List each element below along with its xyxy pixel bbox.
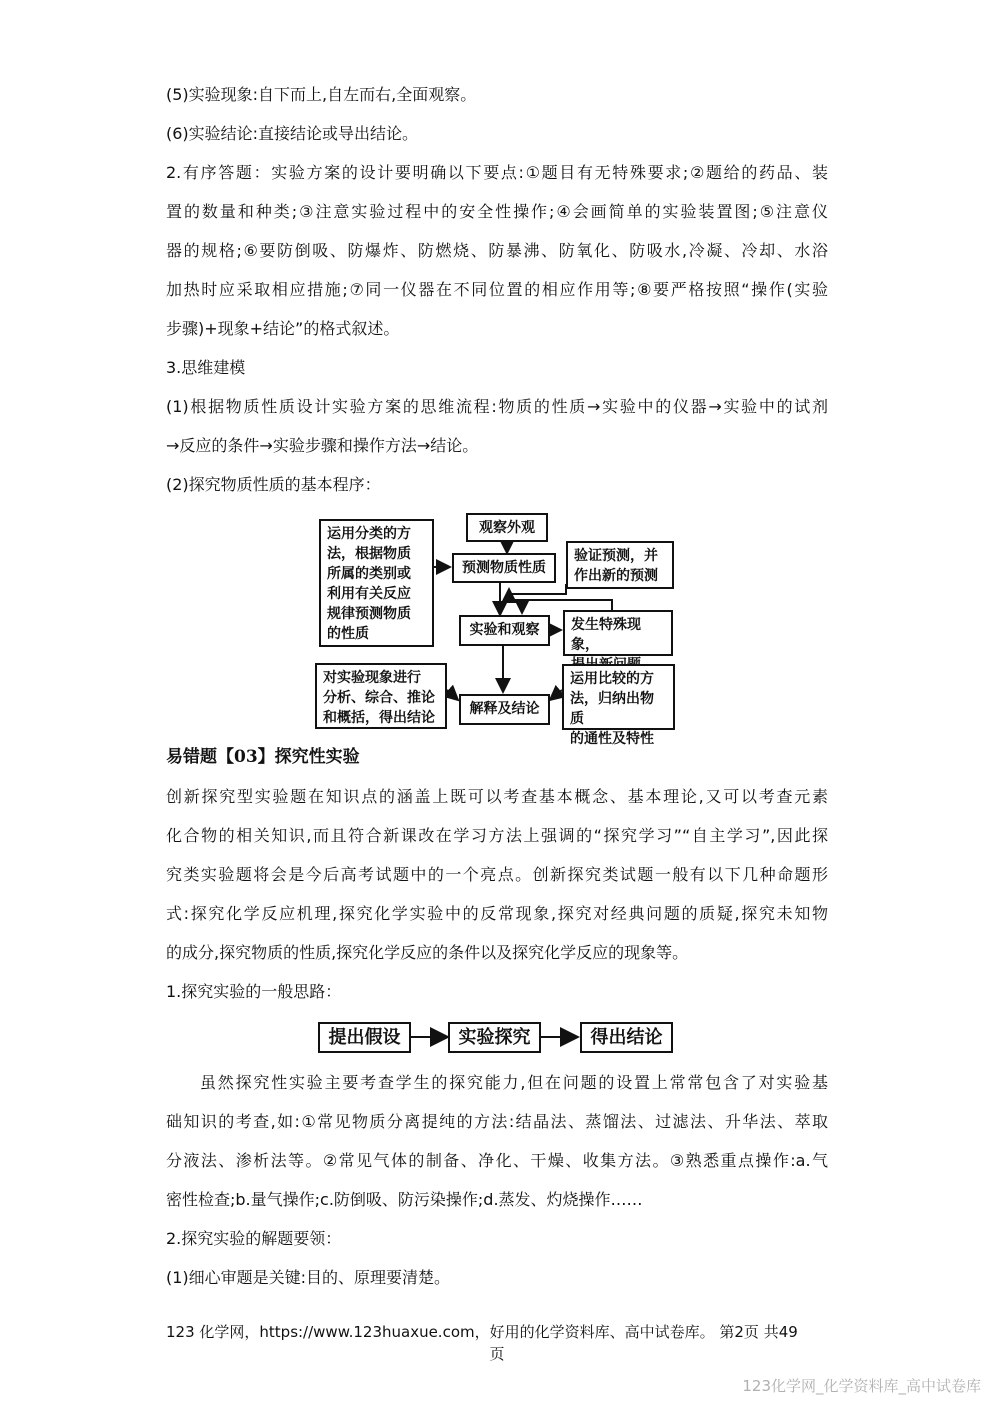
box-experiment-observe: 实验和观察 [459, 615, 550, 646]
text-line: 础知识的考查,如:①常见物质分离提纯的方法:结晶法、蒸馏法、过滤法、升华法、萃取 [166, 1112, 828, 1131]
text-line: (1)根据物质性质设计实验方案的思维流程:物质的性质→实验中的仪器→实验中的试剂 [166, 397, 828, 416]
text-line: 3.思维建模 [166, 358, 246, 377]
text-line: 2.有序答题：实验方案的设计要明确以下要点:①题目有无特殊要求;②题给的药品、装 [166, 163, 828, 182]
box-line: 利用有关反应 [327, 586, 411, 602]
box-line: 对实验现象进行 [323, 670, 421, 686]
flow-step-experiment: 实验探究 [448, 1022, 541, 1053]
text-line: 虽然探究性实验主要考查学生的探究能力,但在问题的设置上常常包含了对实验基 [200, 1073, 828, 1092]
box-line: 分析、综合、推论 [323, 690, 435, 706]
text-line: →反应的条件→实验步骤和操作方法→结论。 [166, 436, 479, 455]
box-line: 法，归纳出物质 [570, 691, 654, 727]
flow-step-hypothesis: 提出假设 [318, 1022, 411, 1053]
text-line: 创新探究型实验题在知识点的涵盖上既可以考查基本概念、基本理论,又可以考查元素 [166, 787, 828, 806]
text-line: 的成分,探究物质的性质,探究化学反应的条件以及探究化学反应的现象等。 [166, 943, 689, 962]
box-line: 的通性及特性 [570, 731, 654, 747]
box-line: 所属的类别或 [327, 566, 411, 582]
text-line: (1)细心审题是关键:目的、原理要清楚。 [166, 1268, 451, 1287]
box-line: 作出新的预测 [574, 568, 658, 584]
text-line: 密性检查;b.量气操作;c.防倒吸、防污染操作;d.蒸发、灼烧操作…… [166, 1190, 643, 1209]
box-line: 规律预测物质 [327, 606, 411, 622]
box-line: 和概括，得出结论 [323, 710, 435, 726]
text-line: 2.探究实验的解题要领： [166, 1229, 342, 1248]
box-observe-appearance: 观察外观 [466, 513, 548, 542]
text-line: (2)探究物质性质的基本程序： [166, 475, 381, 494]
page-footer [166, 1321, 828, 1365]
flow-step-conclusion: 得出结论 [580, 1022, 673, 1053]
text-line: 加热时应采取相应措施;⑦同一仪器在不同位置的相应作用等;⑧要严格按照“操作(实验 [166, 280, 828, 299]
text-line: 分液法、渗析法等。②常见气体的制备、净化、干燥、收集方法。③熟悉重点操作:a.气 [166, 1151, 828, 1170]
box-predict-properties: 预测物质性质 [452, 553, 556, 583]
text-line: 器的规格;⑥要防倒吸、防爆炸、防燃烧、防暴沸、防氧化、防吸水,冷凝、冷却、水浴 [166, 241, 828, 260]
section-heading: 易错题【03】探究性实验 [166, 747, 360, 767]
text-line: 究类实验题将会是今后高考试题中的一个亮点。创新探究类试题一般有以下几种命题形 [166, 865, 828, 884]
watermark: 123化学网_化学资料库_高中试卷库 [742, 1377, 981, 1395]
box-line: 验证预测，并 [574, 548, 658, 564]
text-line: (6)实验结论:直接结论或导出结论。 [166, 124, 419, 143]
text-line: 化合物的相关知识,而且符合新课改在学习方法上强调的“探究学习”“自主学习”,因此探 [166, 826, 828, 845]
text-line: 1.探究实验的一般思路： [166, 982, 342, 1001]
box-line: 的性质 [327, 626, 369, 642]
text-line: 步骤)+现象+结论”的格式叙述。 [166, 319, 400, 338]
box-line: 运用比较的方 [570, 671, 654, 687]
text-line: (5)实验现象:自下而上,自左而右,全面观察。 [166, 85, 477, 104]
box-line: 发生特殊现象， [571, 617, 641, 653]
text-line: 置的数量和种类;③注意实验过程中的安全性操作;④会画简单的实验装置图;⑤注意仪 [166, 202, 828, 221]
text-line: 式:探究化学反应机理,探究化学实验中的反常现象,探究对经典问题的质疑,探究未知物 [166, 904, 828, 923]
box-explain-conclude: 解释及结论 [459, 694, 550, 725]
footer-line: 123 化学网，https://www.123huaxue.com，好用的化学资料库、高中试卷库。 第2页 共49 [166, 1323, 798, 1341]
footer-line: 页 [489, 1345, 505, 1363]
box-line: 法，根据物质 [327, 546, 411, 562]
box-line: 运用分类的方 [327, 526, 411, 542]
